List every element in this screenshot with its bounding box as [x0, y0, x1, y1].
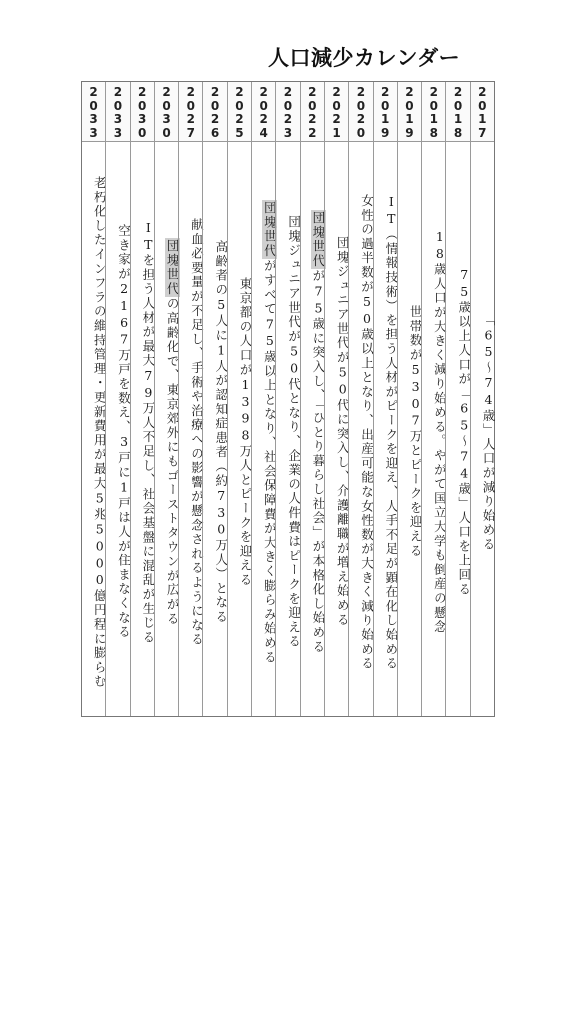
- event-text: [301, 142, 324, 716]
- calendar-column: [348, 82, 375, 716]
- calendar-column: [324, 82, 351, 716]
- highlight-term: 団塊世代: [165, 238, 181, 297]
- event-description: 75歳以上人口が「65～74歳」人口を上回る: [456, 267, 472, 597]
- calendar-column: [373, 82, 397, 716]
- calendar-column: [445, 82, 472, 716]
- calendar-column: [470, 82, 494, 716]
- year-label: 2 0 1 9: [398, 82, 421, 142]
- event-description: 高齢者の5人に1人が認知症患者（約730万人）となる: [213, 239, 229, 625]
- calendar-column: [251, 82, 278, 716]
- event-text: [155, 142, 181, 716]
- calendar-column: [105, 82, 132, 716]
- event-description: の高齢化で、東京郊外にもゴーストタウンが広がる: [165, 297, 181, 627]
- event-text: [446, 142, 472, 716]
- event-text: [325, 142, 351, 716]
- event-text: [374, 142, 397, 716]
- event-text: [471, 142, 494, 716]
- calendar-column: [397, 82, 424, 716]
- event-text: [276, 142, 302, 716]
- calendar-column: [130, 82, 154, 716]
- highlight-term: 団塊世代: [310, 210, 326, 269]
- calendar-column: [178, 82, 205, 716]
- year-label: 2 0 1 8: [422, 82, 445, 142]
- highlight-term: 団塊世代: [262, 200, 278, 258]
- year-label: 2 0 2 2: [301, 82, 324, 142]
- year-label: 2 0 2 4: [252, 82, 275, 142]
- page-title: 人口減少カレンダー: [268, 46, 461, 70]
- calendar-column: [421, 82, 448, 716]
- event-description: 老朽化したインフラの維持管理・更新費用が最大5兆5000億円程に膨らむ: [92, 175, 108, 689]
- event-text: [179, 142, 205, 716]
- event-description: 東京都の人口が1398万人とピークを迎える: [238, 276, 254, 588]
- event-description: 女性の過半数が50歳以上となり、出産可能な女性数が大きく減り始める: [359, 193, 375, 671]
- event-text: [82, 142, 108, 716]
- event-description: がすべて75歳以上となり、社会保障費が大きく膨らみ始める: [262, 258, 278, 665]
- event-text: [228, 142, 254, 716]
- event-description: ITを担う人材が最大79万人不足し、社会基盤に混乱が生じる: [140, 219, 156, 645]
- year-label: 2 0 2 3: [276, 82, 299, 142]
- event-text: [252, 142, 278, 716]
- event-description: 団塊ジュニア世代が50代となり、企業の人件費はピークを迎える: [286, 215, 302, 649]
- year-label: 2 0 1 9: [374, 82, 397, 142]
- event-text: [131, 142, 154, 716]
- event-text: [203, 142, 229, 716]
- event-description: 空き家が2167万戸を数え、3戸に1戸は人が住まなくなる: [116, 224, 132, 640]
- year-label: 2 0 3 3: [106, 82, 129, 142]
- year-label: 2 0 2 5: [228, 82, 251, 142]
- year-label: 2 0 2 0: [349, 82, 372, 142]
- event-text: [349, 142, 375, 716]
- event-text: [422, 142, 448, 716]
- calendar-column: [202, 82, 229, 716]
- event-description: 献血必要量が不足し、手術や治療への影響が懸念されるようになる: [189, 217, 205, 647]
- event-text: [106, 142, 132, 716]
- year-label: 2 0 2 6: [203, 82, 226, 142]
- calendar-column: [82, 82, 108, 716]
- year-label: 2 0 2 1: [325, 82, 348, 142]
- year-label: 2 0 1 7: [471, 82, 494, 142]
- event-description: 団塊ジュニア世代が50代に突入し、介護離職が増え始める: [335, 236, 351, 628]
- calendar-column: [227, 82, 254, 716]
- year-label: 2 0 1 8: [446, 82, 469, 142]
- calendar-table: [81, 81, 495, 717]
- year-label: 2 0 3 3: [82, 82, 105, 142]
- event-text: [398, 142, 424, 716]
- year-label: 2 0 2 7: [179, 82, 202, 142]
- event-description: 「65～74歳」人口が減り始める: [481, 312, 496, 552]
- year-label: 2 0 3 0: [131, 82, 154, 142]
- calendar-column: [300, 82, 324, 716]
- year-label: 2 0 3 0: [155, 82, 178, 142]
- event-description: が75歳に突入し、「ひとり暮らし社会」が本格化し始める: [310, 269, 326, 655]
- calendar-column: [275, 82, 302, 716]
- event-description: 世帯数が5307万とピークを迎える: [408, 305, 424, 559]
- event-description: IT（情報技術）を担う人材がピークを迎え、人手不足が顕在化し始める: [383, 193, 399, 671]
- event-description: 18歳人口が大きく減り始める。やがて国立大学も倒産の懸念: [432, 229, 448, 635]
- calendar-column: [154, 82, 181, 716]
